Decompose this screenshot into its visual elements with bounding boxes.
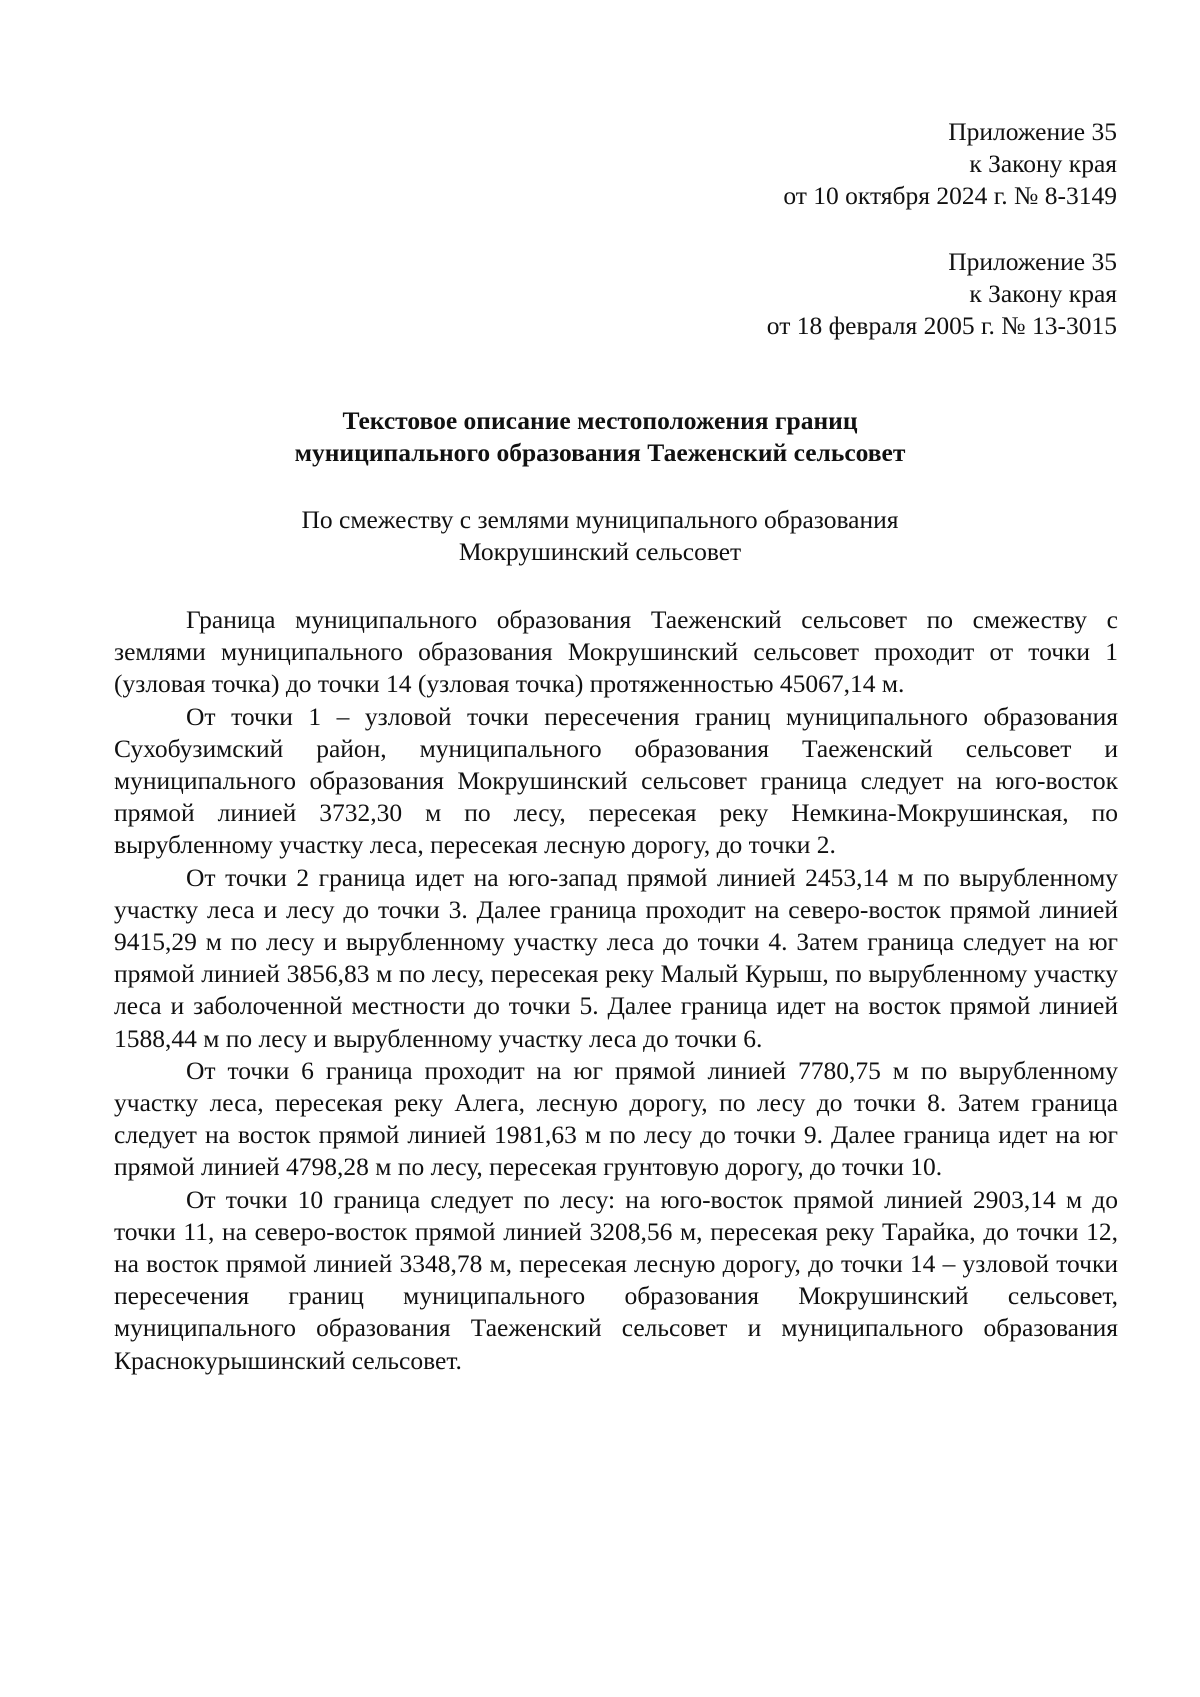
annex-law-date: от 18 февраля 2005 г. № 13-3015	[766, 311, 1117, 340]
annex-law-reference: к Закону края	[969, 149, 1117, 178]
annex-law-reference: к Закону края	[969, 279, 1117, 308]
annex-header-original	[767, 246, 1117, 342]
section-heading-line: Мокрушинский сельсовет	[458, 537, 742, 566]
body-paragraph: От точки 1 – узловой точки пересечения границ муниципального образования Сухобузимский район, муниципального образования Таеженский сельсовет и муниципального образования Мокрушинский сельсовет граница следует на юго-восток прямой линией 3732,30 м по лесу, пересекая реку Немкина-Мокрушинская, по вырубленному участку леса, пересекая лесную дорогу, до точки 2.	[114, 701, 1118, 860]
body-paragraph: От точки 2 граница идет на юго-запад прямой линией 2453,14 м по вырубленному участку леса и лесу до точки 3. Далее граница проходит на северо-восток прямой линией 9415,29 м по лесу и вырубленному участку леса до точки 4. Затем граница следует на юг прямой линией 3856,83 м по лесу, пересекая реку Малый Курыш, по вырубленному участку леса и заболоченной местности до точки 5. Далее граница идет на восток прямой линией 1588,44 м по лесу и вырубленному участку леса до точки 6.	[114, 862, 1118, 1053]
annex-header-current	[783, 116, 1117, 212]
document-title-line: Текстовое описание местоположения границ	[342, 406, 858, 435]
annex-number: Приложение 35	[948, 117, 1117, 146]
body-paragraph: От точки 6 граница проходит на юг прямой линией 7780,75 м по вырубленному участку леса, пересекая реку Алега, лесную дорогу, по лесу до точки 8. Затем граница следует на восток прямой линией 1981,63 м по лесу до точки 9. Далее граница идет на юг прямой линией 4798,28 м по лесу, пересекая грунтовую дорогу, до точки 10.	[114, 1055, 1118, 1182]
boundary-description	[114, 604, 1118, 1377]
body-paragraph: Граница муниципального образования Таеженский сельсовет по смежеству с землями муниципального образования Мокрушинский сельсовет проходит от точки 1 (узловая точка) до точки 14 (узловая точка) протяженностью 45067,14 м.	[114, 605, 1118, 699]
document-title	[0, 405, 1200, 469]
body-paragraph: От точки 10 граница следует по лесу: на юго-восток прямой линией 2903,14 м до точки 11, на северо-восток прямой линией 3208,56 м, пересекая реку Тарайка, до точки 12, на восток прямой линией 3348,78 м, пересекая лесную дорогу, до точки 14 – узловой точки пересечения границ муниципального образования Мокрушинский сельсовет, муниципального образования Таеженский сельсовет и муниципального образования Краснокурышинский сельсовет.	[114, 1184, 1118, 1375]
section-heading-line: По смежеству с землями муниципального образования	[301, 505, 899, 534]
annex-number: Приложение 35	[948, 247, 1117, 276]
section-heading	[0, 504, 1200, 568]
annex-law-date: от 10 октября 2024 г. № 8-3149	[783, 181, 1117, 210]
document-title-line: муниципального образования Таеженский сельсовет	[294, 438, 906, 467]
